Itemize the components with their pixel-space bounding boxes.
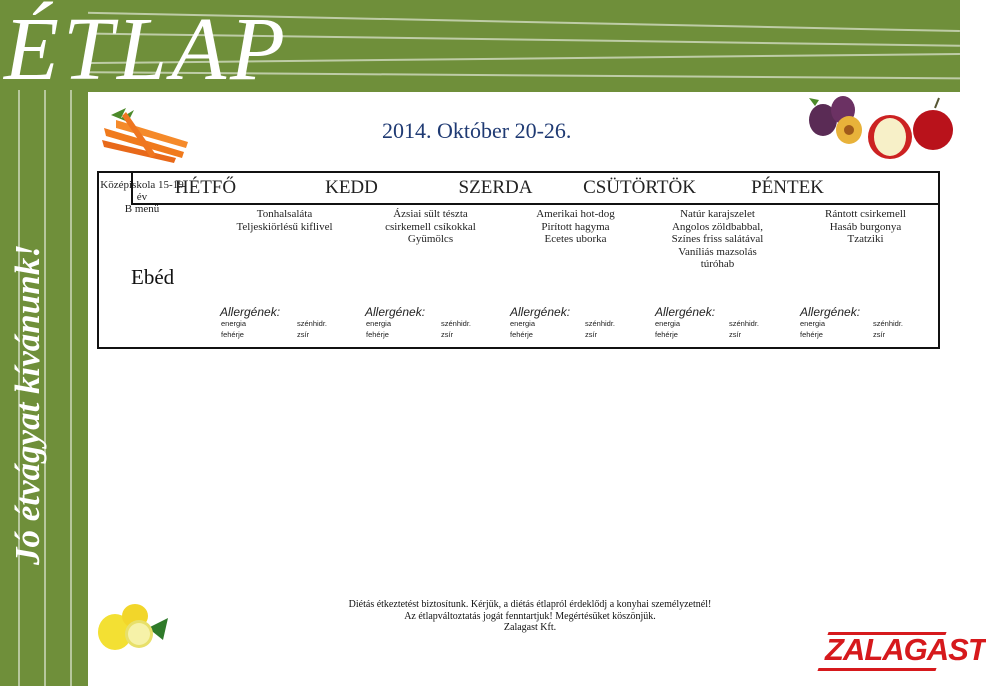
nutrition-carbs: szénhidr.	[441, 319, 472, 328]
footer-line: Diétás étkeztetést biztosítunk. Kérjük, a diétás étlapról érdeklődj a konyhai személyzetnél!	[348, 599, 712, 610]
nutrition-carbs: szénhidr.	[873, 319, 904, 328]
dishes-wednesday	[503, 208, 648, 246]
nutrition-protein: fehérje	[510, 330, 533, 339]
allergen-label: Allergének:	[800, 305, 861, 319]
zalagast-logo: ZALAGAST	[825, 632, 986, 667]
school-info	[100, 179, 184, 215]
dish-line: Pirított hagyma	[541, 220, 610, 233]
dish-line: Színes friss salátával	[671, 233, 764, 245]
school-line: Középiskola 15-19 év	[100, 179, 184, 203]
dish-line: Gyümölcs	[407, 233, 454, 245]
nutrition-carbs: szénhidr.	[297, 319, 328, 328]
dish-line: Rántott csirkemell	[825, 208, 906, 220]
lemons-image	[93, 600, 173, 660]
day-header-wednesday: SZERDA	[458, 177, 533, 198]
dish-line: Vaníliás mazsolás	[678, 245, 757, 258]
nutrition-protein: fehérje	[366, 330, 389, 339]
nutrition-fat: zsír	[297, 330, 310, 339]
dish-line: csirkemell csíkokkal	[385, 220, 476, 233]
day-header-tuesday: KEDD	[325, 177, 378, 198]
logo-rule-bottom	[817, 668, 936, 671]
dish-line: Angolos zöldbabbal,	[671, 220, 764, 233]
dishes-monday	[212, 208, 357, 233]
page-title: ÉTLAP	[4, 0, 290, 99]
dish-line: túróhab	[700, 258, 735, 270]
dish-line: Amerikai hot-dog	[536, 208, 615, 220]
nutrition-carbs: szénhidr.	[729, 319, 760, 328]
dishes-thursday	[645, 208, 790, 271]
nutrition-energy: energia	[366, 319, 392, 328]
nutrition-energy: energia	[221, 319, 247, 328]
nutrition-fat: zsír	[585, 330, 598, 339]
nutrition-protein: fehérje	[800, 330, 823, 339]
nutrition-fat: zsír	[873, 330, 886, 339]
nutrition-fat: zsír	[729, 330, 742, 339]
allergen-label: Allergének:	[510, 305, 571, 319]
nutrition-protein: fehérje	[655, 330, 678, 339]
day-header-friday: PÉNTEK	[751, 177, 824, 198]
menu-date: 2014. Október 20-26.	[382, 118, 572, 143]
dish-line: Tonhalsaláta	[256, 208, 313, 220]
greeting-text: Jó étvágyat kívánunk!	[8, 244, 47, 565]
dishes-tuesday	[358, 208, 503, 246]
dish-line: Hasáb burgonya	[829, 220, 902, 233]
nutrition-protein: fehérje	[221, 330, 244, 339]
nutrition-energy: energia	[510, 319, 536, 328]
day-header-thursday: CSÜTÖRTÖK	[583, 177, 696, 198]
dish-line: Ecetes uborka	[544, 233, 607, 245]
dishes-friday	[793, 208, 938, 246]
meal-label: Ebéd	[131, 265, 175, 289]
day-header-row	[131, 171, 940, 205]
menu-line: B menü	[124, 203, 160, 215]
footer-line: Zalagast Kft.	[503, 622, 557, 633]
nutrition-fat: zsír	[441, 330, 454, 339]
allergen-label: Allergének:	[655, 305, 716, 319]
dish-line: Ázsiai sült tészta	[393, 208, 468, 220]
nutrition-energy: energia	[655, 319, 681, 328]
nutrition-carbs: szénhidr.	[585, 319, 616, 328]
day-header-monday: HÉTFŐ	[174, 177, 237, 198]
footer-notice	[320, 599, 740, 634]
nutrition-energy: energia	[800, 319, 826, 328]
dish-line: Tzatziki	[847, 233, 884, 245]
footer-line: Az étlapváltoztatás jogát fenntartjuk! Megértésüket köszönjük.	[404, 610, 656, 622]
dish-line: Natúr karajszelet	[680, 208, 755, 220]
allergen-label: Allergének:	[220, 305, 281, 319]
fruit-image	[805, 92, 955, 167]
dish-line: Teljeskiörlésű kiflivel	[236, 220, 333, 233]
allergen-label: Allergének:	[365, 305, 426, 319]
carrots-image	[96, 100, 196, 170]
